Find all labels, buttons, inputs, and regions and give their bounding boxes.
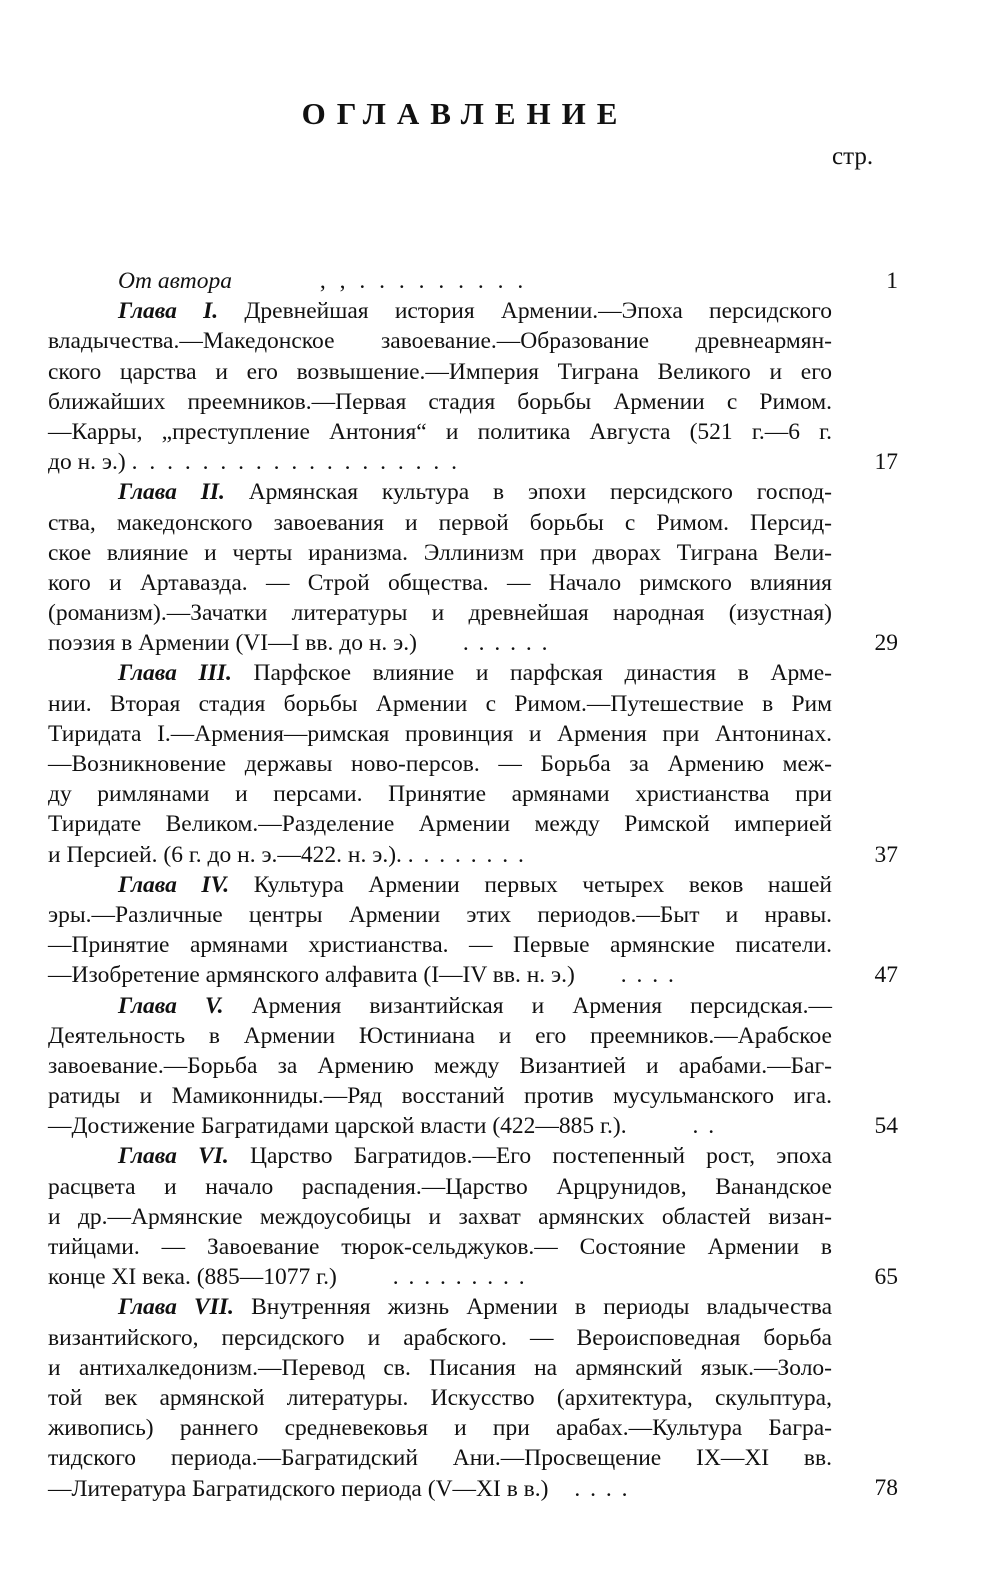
entry-text: конце XI века. (885—1077 г.) (48, 1264, 337, 1291)
toc-entry-chapter-7[interactable] (48, 1292, 898, 1503)
chapter-label: Глава III. (118, 660, 232, 687)
entry-text: ское влияние и черты иранизма. Эллинизм при дворах Тиграна Вели- (48, 539, 832, 566)
leader-dots: . . . . (574, 1475, 630, 1502)
chapter-label: Глава VII. (118, 1294, 234, 1321)
entry-text: —Карры, „преступление Антония“ и политика Августа (521 г.—6 г. (48, 418, 832, 445)
entry-label: От автора (118, 268, 232, 294)
entry-text: Армения византийская и Армения персидская.— (223, 992, 832, 1019)
toc-entry-chapter-4[interactable] (48, 870, 898, 991)
page-number: 37 (874, 841, 898, 868)
page-number: 17 (874, 449, 898, 476)
table-of-contents (48, 266, 898, 1504)
leader-dots: . . . . . . . . (407, 841, 526, 868)
leader-dots: . . . . . . . . . . . . . . . . . . . (131, 449, 460, 476)
entry-text: Древнейшая история Армении.—Эпоха персидского (218, 298, 832, 325)
entry-text: ратиды и Мамиконниды.—Ряд восстаний против мусульманского ига. (48, 1083, 832, 1110)
entry-text: эры.—Различные центры Армении этих периодов.—Быт и нравы. (48, 901, 832, 928)
entry-text: ду римлянами и персами. Принятие армянами христианства при (48, 781, 832, 808)
entry-text: ского царства и его возвышение.—Империя Тиграна Великого и его (48, 358, 832, 385)
toc-entry-chapter-2[interactable] (48, 477, 898, 658)
entry-text: Царство Багратидов.—Его постепенный рост, эпоха (228, 1143, 832, 1170)
leader-dots: . . (692, 1113, 717, 1140)
entry-text: ближайших преемников.—Первая стадия борьбы Армении с Римом. (48, 388, 832, 415)
toc-entry-chapter-6[interactable] (48, 1141, 898, 1292)
leader-dots: . . . . . . (462, 630, 550, 657)
chapter-label: Глава I. (118, 298, 219, 325)
page-column-label: стр. (832, 143, 874, 170)
page-number: 1 (886, 267, 898, 294)
chapter-label: Глава II. (118, 479, 225, 506)
entry-text: расцвета и начало распадения.—Царство Арцрунидов, Ванандское (48, 1173, 832, 1200)
leader-dots: . . . . (620, 962, 676, 989)
entry-text: Внутренняя жизнь Армении в периоды владычества (233, 1294, 832, 1321)
entry-text: кого и Артавазда. — Строй общества. — Начало римского влияния (48, 569, 832, 596)
entry-text: Тиридата I.—Армения—римская провинция и Армения при Антонинах. (48, 720, 832, 747)
entry-text: Армянская культура в эпохи персидского господ- (224, 479, 832, 506)
entry-text: —Достижение Багратидами царской власти (422—885 г.). (48, 1113, 627, 1140)
entry-text: и антихалкедонизм.—Перевод св. Писания на армянский язык.—Золо- (48, 1354, 832, 1381)
entry-text: (романизм).—Зачатки литературы и древнейшая народная (изустная) (48, 600, 832, 627)
leader-dots: , , . . . . . . . . . (319, 268, 528, 294)
entry-text: поэзия в Армении (VI—I вв. до н. э.) (48, 630, 417, 657)
chapter-label: Глава V. (118, 992, 224, 1019)
page-number: 78 (874, 1475, 898, 1502)
entry-text: завоевание.—Борьба за Армению между Византией и арабами.—Баг- (48, 1052, 832, 1079)
page-number: 29 (874, 630, 898, 657)
entry-text: —Литература Багратидского периода (V—XI в в.) (48, 1475, 549, 1502)
entry-text: той век армянской литературы. Искусство (архитектура, скульптура, (48, 1384, 832, 1411)
chapter-label: Глава VI. (118, 1143, 229, 1170)
page-number: 47 (874, 962, 898, 989)
entry-text: и др.—Армянские междоусобицы и захват армянских областей визан- (48, 1203, 832, 1230)
entry-text: живопись) раннего средневековья и при арабах.—Культура Багра- (48, 1415, 832, 1442)
entry-text: тидского периода.—Багратидский Ани.—Просвещение IX—XI вв. (48, 1445, 832, 1472)
entry-text: до н. э.) (48, 449, 126, 476)
entry-text: Тиридате Великом.—Разделение Армении между Римской империей (48, 811, 832, 838)
toc-entry-author[interactable] (48, 266, 898, 296)
toc-entry-chapter-1[interactable] (48, 296, 898, 477)
entry-text: ства, македонского завоевания и первой борьбы с Римом. Персид- (48, 509, 832, 536)
entry-text: —Принятие армянами христианства. — Первые армянские писатели. (48, 932, 832, 959)
entry-text: и Персией. (6 г. до н. э.—422. н. э.). (48, 841, 402, 868)
chapter-label: Глава IV. (118, 871, 230, 898)
leader-dots: . . . . . . . . . (392, 1264, 527, 1291)
entry-text: Деятельность в Армении Юстиниана и его преемников.—Арабское (48, 1022, 832, 1049)
entry-text: византийского, персидского и арабского. — Вероисповедная борьба (48, 1324, 832, 1351)
entry-text: —Возникновение державы ново-персов. — Борьба за Армению меж- (48, 751, 832, 777)
toc-entry-chapter-3[interactable] (48, 658, 898, 869)
page-number: 54 (874, 1113, 898, 1140)
entry-text: —Изобретение армянского алфавита (I—IV вв. н. э.) (48, 962, 575, 989)
entry-text: тийцами. — Завоевание тюрок-сельджуков.— Состояние Армении в (48, 1234, 832, 1260)
page-number: 65 (874, 1264, 898, 1291)
entry-text: Парфское влияние и парфская династия в Арме- (231, 660, 832, 687)
entry-text: нии. Вторая стадия борьбы Армении с Римом.—Путешествие в Рим (48, 690, 832, 717)
entry-text: Культура Армении первых четырех веков нашей (229, 871, 832, 898)
toc-entry-chapter-5[interactable] (48, 991, 898, 1142)
page-title: ОГЛАВЛЕНИЕ (301, 96, 629, 131)
entry-text: владычества.—Македонское завоевание.—Образование древнеармян- (48, 328, 832, 355)
